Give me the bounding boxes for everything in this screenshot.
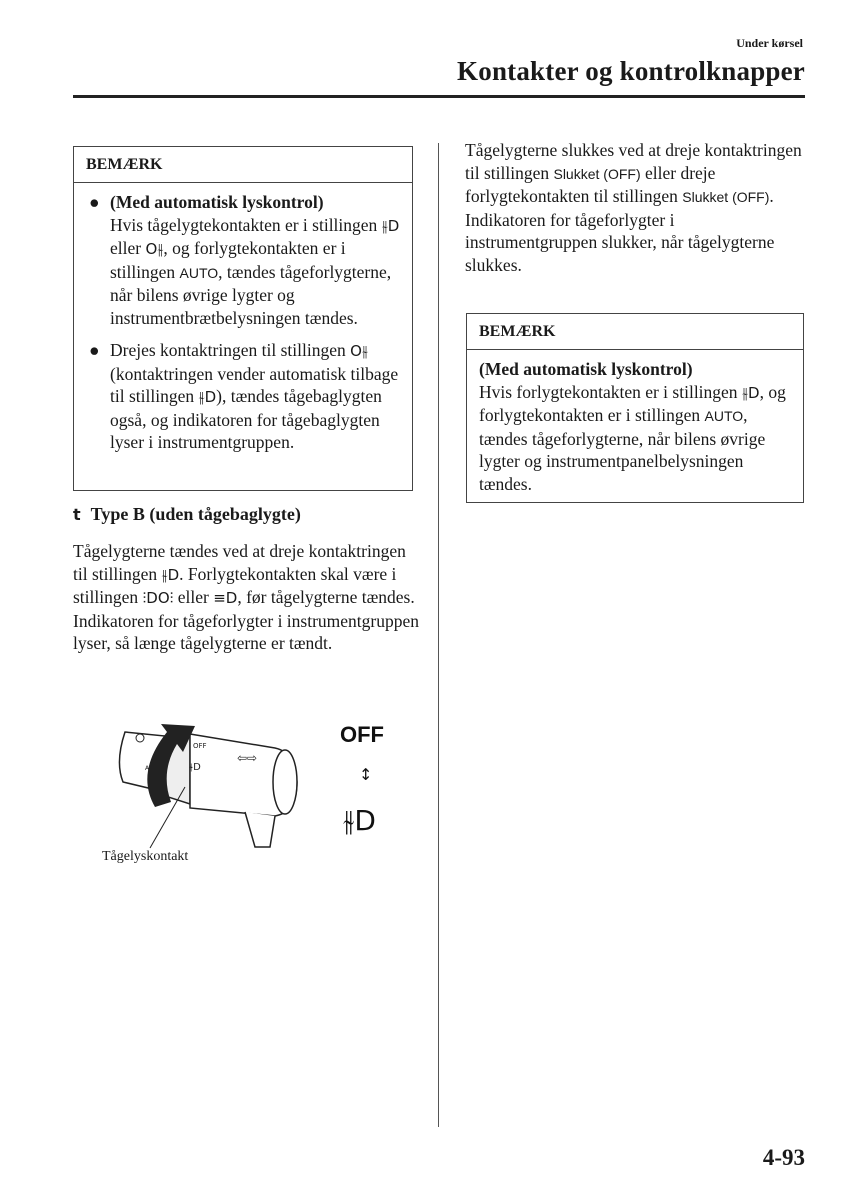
switch-beam-icon: ⇦⇨ [237,751,258,765]
note-bullet-1 [86,191,400,329]
para-text: , før tågelygterne tændes. Indikatoren for tågeforlygter i instrumentgruppen lyser, så længe tågelygterne er tændt. [73,587,420,653]
bullet-text: , tændes tågeforlygterne, når bilens øvrige lygter og instrumentbrætbelysningen tændes. [110,261,392,328]
switch-auto-label: AL [145,765,153,772]
bullet-icon: ● [89,192,100,212]
note-text: Hvis forlygtekontakten er i stillingen [479,381,742,402]
note-text: , tændes tågeforlygterne, når bilens øvrige lygter og instrumentpanelbelysningen tændes. [479,405,766,494]
note-heading: BEMÆRK [74,147,412,183]
auto-label: AUTO [704,408,744,424]
para-text: eller [173,587,214,607]
bullet-text: ), tændes tågebaglygten også, og indikatoren for tågebaglygten lyser i instrumentgruppen. [110,386,382,452]
fog-front-icon: ⫳D [198,388,217,406]
switch-off-label: OFF [193,742,207,750]
parking-light-icon: ⫶DO⫶ [142,589,174,607]
fog-front-icon: ⫳D [161,565,180,584]
section-heading-type-b [73,504,301,525]
off-label: OFF [340,722,384,747]
section-heading-text: Type B (uden tågebaglygte) [90,504,301,524]
fog-light-icon: ⫳D [343,804,376,837]
off-position-label: Slukket (OFF) [553,165,641,182]
auto-label: AUTO [179,264,219,281]
para-text: eller dreje forlygtekontakten til stillingen [465,162,716,206]
para-text: Tågelygterne slukkes ved at dreje kontaktringen til stillingen [465,140,802,183]
bullet-text: , og forlygtekontakten er i stillingen [110,238,346,282]
bullet-bold: (Med automatisk lyskontrol) [110,192,324,212]
bullet-text: Hvis tågelygtekontakten er i stillingen [110,214,382,235]
note-bullet-2 [86,339,400,454]
note-box-1 [73,146,413,491]
bullet-icon: ● [89,340,100,360]
switch-fog-icon: ⫳D [189,762,201,773]
bullet-text: eller [110,238,146,258]
bullet-text: Drejes kontaktringen til stillingen [110,340,351,360]
section-label: Under kørsel [736,36,803,50]
para-text: . Forlygtekontakten skal være i stillingen [73,563,397,607]
note-text: , og forlygtekontakten er i stillingen [479,381,786,425]
note-heading: BEMÆRK [467,314,803,350]
fog-switch-figure [105,712,415,872]
para-text: Tågelygterne tændes ved at dreje kontaktringen til stillingen [73,541,406,584]
fog-front-icon: ⫳D [741,383,760,402]
header-rule [73,95,805,98]
note-box-2 [466,313,804,503]
section-marker-icon: t [73,505,81,524]
page-number: 4-93 [762,1145,805,1170]
fog-off-paragraph [465,139,810,276]
bullet-text: (kontaktringen vender automatisk tilbage til stillingen [110,363,399,406]
figure-caption: Tågelyskontakt [102,849,189,864]
column-divider [438,143,439,1127]
fog-rear-icon: O⫳ [350,342,369,360]
fog-switch-illustration [105,712,415,872]
fog-front-icon: ⫳D [381,216,400,235]
page-title: Kontakter og kontrolknapper [457,56,805,86]
headlight-icon: ≡D [213,589,238,607]
para-text: . Indikatoren for tågeforlygter i instrumentgruppen slukker, når tågelygterne slukkes. [465,186,775,275]
type-b-paragraph [73,540,423,655]
up-down-arrow-icon: ↕ [359,765,373,784]
off-position-label: Slukket (OFF) [682,189,770,205]
note-bold: (Med automatisk lyskontrol) [479,359,693,379]
fog-rear-icon: O⫳ [145,240,164,258]
